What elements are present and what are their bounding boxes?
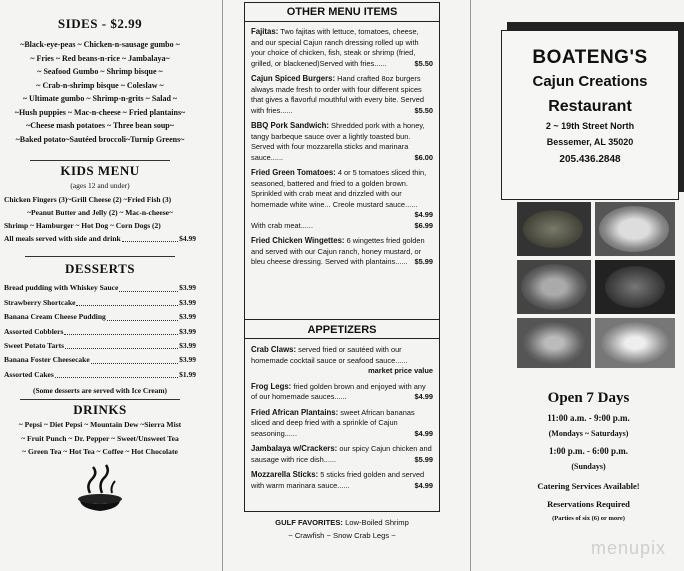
other-menu-item-price: $5.50 — [414, 105, 433, 115]
other-menu-item-desc: Two fajitas with lettuce, tomatoes, cheese, and our special Cajun ranch dressing rolled up with your choice of chicken, fish, steak or shrimp (fried, grilled, or blackened)Served with fries — [251, 27, 419, 68]
kids-line: Chicken Fingers (3)~Grill Cheese (2) ~Fried Fish (3) — [4, 195, 172, 204]
kids-footer-text: All meals served with side and drink — [4, 234, 121, 243]
other-menu-item-extra: With crab meat — [251, 220, 301, 230]
dessert-list — [4, 281, 196, 382]
food-photo — [595, 318, 675, 368]
other-menu-item-price: $4.99 — [414, 210, 433, 219]
dessert-item — [4, 310, 196, 324]
dessert-name: Sweet Potato Tarts — [4, 341, 64, 351]
hours-time-sunday: 1:00 p.m. - 6:00 p.m. — [549, 446, 628, 456]
sides-line: ~ Crab-n-shrimp bisque ~ Coleslaw ~ — [36, 80, 164, 90]
appetizer-item-name: Fried African Plantains: — [251, 407, 339, 417]
other-menu-item-price: $5.99 — [414, 257, 433, 266]
kids-line: ~Peanut Butter and Jelly (2) ~ Mac-n-cheese~ — [27, 208, 173, 217]
middle-panel — [244, 0, 444, 571]
other-menu-item-name: Cajun Spiced Burgers: — [251, 74, 336, 83]
drinks-line: ~ Pepsi ~ Diet Pepsi ~ Mountain Dew ~Sierra Mist — [18, 420, 182, 430]
appetizer-item: Jambalaya w/Crackers: our spicy Cajun chicken and sausage with rice dish...... $5.99 — [251, 444, 433, 464]
watermark: menupix — [590, 538, 666, 558]
appetizer-item-desc: served fried or sautéed with our homemade cocktail sauce or seafood sauce — [251, 345, 402, 365]
drinks-line: ~ Green Tea ~ Hot Tea ~ Coffee ~ Hot Chocolate — [22, 447, 178, 457]
dessert-name: Banana Cream Cheese Pudding — [4, 312, 106, 322]
fold-line-right — [470, 0, 471, 571]
restaurant-subtitle: Cajun Creations — [532, 73, 648, 90]
hours-days-weekday: (Mondays ~ Saturdays) — [548, 429, 629, 438]
appetizer-item-price: $5.99 — [414, 454, 433, 464]
gulf-label: GULF FAVORITES: — [275, 518, 343, 527]
appetizer-item-price: market price value — [368, 366, 433, 375]
hours-title: Open 7 Days — [547, 390, 630, 406]
other-menu-item-desc: Hand crafted 8oz burgers always made fresh to order with four different spices that gives a flavorful mouthful with every bite. Served with fries — [251, 74, 424, 115]
food-photo — [595, 260, 675, 314]
hours-time-weekday: 11:00 a.m. - 9:00 p.m. — [547, 413, 630, 423]
appetizer-item-price: $4.99 — [414, 392, 433, 401]
phone-number: 205.436.2848 — [559, 154, 621, 165]
chef-hat-steam-icon — [60, 463, 140, 513]
other-menu-item: BBQ Pork Sandwich: Shredded pork with a honey, tangy barbeque sauce over a lightly toasted bun. Served with four mozzarella sticks and marinara sauce...... $6.00 — [251, 121, 433, 162]
food-photo — [517, 260, 591, 314]
dessert-name: Assorted Cobblers — [4, 326, 64, 336]
desserts-note: (Some desserts are served with Ice Cream) — [33, 386, 167, 396]
dessert-item — [4, 281, 196, 295]
appetizer-item: Mozzarella Sticks: 5 sticks fried golden and served with warm marinara sauce...... $4.99 — [251, 470, 433, 490]
dessert-name: Banana Foster Cheesecake — [4, 355, 90, 365]
dessert-item — [4, 368, 196, 382]
drinks-title: DRINKS — [73, 402, 127, 418]
dessert-item — [4, 339, 196, 353]
appetizer-item-price: $4.99 — [414, 428, 433, 438]
other-menu-item-price: $5.50 — [414, 58, 433, 68]
other-menu-item-price: $6.00 — [414, 152, 433, 162]
appetizer-item: Crab Claws: served fried or sautéed with our homemade cocktail sauce or seafood sauce...... market price value — [251, 345, 433, 375]
kids-title: KIDS MENU — [60, 163, 140, 178]
hours-days-sunday: (Sundays) — [571, 462, 606, 471]
appetizer-item-name: Frog Legs: — [251, 381, 292, 391]
other-menu-item: Fajitas: Two fajitas with lettuce, tomatoes, cheese, and our special Cajun ranch dressing rolled up with your choice of chicken, fish, steak or shrimp (fried, grilled, or blackened)Served with fries...... $5.50 — [251, 27, 433, 68]
dessert-item — [4, 353, 196, 367]
other-menu-item: Cajun Spiced Burgers: Hand crafted 8oz burgers always made fresh to order with four different spices that gives a flavorful mouthful with every bite. Served with fries...... $5.50 — [251, 74, 433, 115]
other-menu-item-desc: 6 wingettes fried golden and served with our Cajun ranch, honey mustard, or bleu cheese dressing. Served with plantains — [251, 236, 425, 266]
dessert-name: Strawberry Shortcake — [4, 297, 76, 307]
other-menu-item-name: Fajitas: — [251, 27, 279, 36]
other-menu-item-name: Fried Chicken Wingettes: — [251, 236, 345, 245]
sides-line: ~Black-eye-peas ~ Chicken-n-sausage gumbo ~ — [20, 40, 180, 49]
appetizers-box — [244, 320, 440, 512]
other-menu-item-name: Fried Green Tomatoes: — [251, 168, 336, 177]
other-menu-title: OTHER MENU ITEMS — [286, 6, 398, 18]
dessert-price: $3.99 — [179, 341, 196, 351]
kids-line: Shrimp ~ Hamburger ~ Hot Dog ~ Corn Dogs (2) — [4, 221, 161, 230]
appetizer-item: Fried African Plantains: sweet African bananas sliced and deep fried with a sprinkle of Cajun seasoning...... $4.99 — [251, 407, 433, 438]
appetizer-item-name: Crab Claws: — [251, 345, 297, 354]
appetizer-item-desc: our spicy Cajun chicken and sausage with rice dish — [251, 444, 432, 464]
desserts-title: DESSERTS — [64, 261, 136, 277]
food-photo — [517, 318, 591, 368]
dessert-price: $3.99 — [179, 326, 196, 336]
restaurant-name: BOATENG'S — [532, 47, 648, 68]
other-menu-box — [244, 2, 440, 320]
gulf-line1: Low-Boiled Shrimp — [345, 518, 409, 527]
right-panel — [493, 0, 684, 571]
fold-line-left — [222, 0, 223, 571]
other-menu-item-name: BBQ Pork Sandwich: — [251, 121, 329, 130]
left-panel — [0, 0, 200, 571]
divider — [245, 338, 439, 339]
appetizers-title: APPETIZERS — [307, 324, 377, 336]
dessert-price: $3.99 — [179, 355, 196, 365]
other-menu-item: Fried Green Tomatoes: 4 or 5 tomatoes sliced thin, seasoned, battered and fried to a golden brown. Sprinkled with crab meat and drizzled with our homemade white wine... Creole mustard sauce...... $4.99 With crab meat...... $6.99 — [251, 168, 433, 230]
gulf-favorites — [244, 516, 440, 542]
dessert-price: $3.99 — [179, 297, 196, 307]
kids-footer — [4, 232, 196, 246]
dessert-name: Bread pudding with Whiskey Sauce — [4, 283, 119, 293]
catering-note: Catering Services Available! — [537, 481, 640, 491]
sides-line: ~Hush puppies ~ Mac-n-cheese ~ Fried plantains~ — [14, 107, 186, 117]
sides-line: ~ Ultimate gumbo ~ Shrimp-n-grits ~ Salad ~ — [22, 94, 178, 103]
appetizer-item-name: Mozzarella Sticks: — [251, 470, 319, 479]
appetizer-item-desc: 5 sticks fried golden and served with warm marinara sauce — [251, 470, 425, 490]
appetizer-item: Frog Legs: fried golden brown and enjoyed with any of our homemade sauces...... $4.99 — [251, 381, 433, 401]
sides-line: ~ Fries ~ Red beans-n-rice ~ Jambalaya~ — [30, 53, 170, 63]
party-note: (Parties of six (6) or more) — [552, 515, 625, 522]
appetizer-item-price: $4.99 — [414, 480, 433, 490]
dessert-name: Assorted Cakes — [4, 369, 54, 379]
dessert-item — [4, 325, 196, 339]
kids-subtitle: (ages 12 and under) — [70, 181, 130, 190]
hours-section — [493, 390, 684, 522]
sides-title: SIDES - $2.99 — [57, 16, 143, 31]
other-menu-item-extra-price: $6.99 — [414, 220, 433, 230]
gulf-line2: ~ Crawfish ~ Snow Crab Legs ~ — [288, 531, 396, 540]
kids-footer-price: $4.99 — [179, 234, 196, 243]
other-menu-item-desc: 4 or 5 tomatoes sliced thin, seasoned, battered and fried to a golden brown. Sprinkled with crab meat and drizzled with our homemade white wine... Creole mustard sauce — [251, 168, 427, 209]
food-photo — [517, 202, 591, 256]
food-photo — [595, 202, 675, 256]
appetizer-item-desc: sweet African bananas sliced and deep fried with a sprinkle of Cajun seasoning — [251, 407, 415, 438]
appetizer-item-name: Jambalaya w/Crackers: — [251, 444, 338, 453]
other-list — [245, 27, 439, 268]
restaurant-type: Restaurant — [548, 98, 632, 115]
divider — [245, 21, 439, 22]
appetizer-list — [245, 345, 439, 491]
drinks-line: ~ Fruit Punch ~ Dr. Pepper ~ Sweet/Unsweet Tea — [21, 433, 179, 443]
other-menu-item: Fried Chicken Wingettes: 6 wingettes fried golden and served with our Cajun ranch, honey mustard, or bleu cheese dressing. Served with plantains...... $5.99 — [251, 236, 433, 266]
sides-list — [4, 38, 196, 146]
appetizer-item-desc: fried golden brown and enjoyed with any of our homemade sauces — [251, 381, 426, 401]
sides-line: ~Cheese mash potatoes ~ Three bean soup~ — [26, 121, 174, 130]
address-line1: 2 ~ 19th Street North — [545, 121, 635, 131]
address-line2: Bessemer, AL 35020 — [546, 137, 634, 147]
divider — [20, 399, 180, 400]
dessert-item — [4, 296, 196, 310]
dessert-price: $1.99 — [179, 369, 196, 379]
sides-line: ~ Seafood Gumbo ~ Shrimp bisque ~ — [37, 67, 163, 76]
title-box — [501, 30, 679, 200]
dessert-price: $3.99 — [179, 283, 196, 293]
sides-line: ~Baked potato~Sautéed broccoli~Turnip Greens~ — [15, 134, 185, 144]
dessert-price: $3.99 — [179, 312, 196, 322]
other-menu-item-desc: Shredded pork with a honey, tangy barbeque sauce over a lightly toasted bun. Served with four mozzarella sticks and marinara sauce — [251, 121, 425, 162]
reservations-note: Reservations Required — [547, 499, 630, 509]
